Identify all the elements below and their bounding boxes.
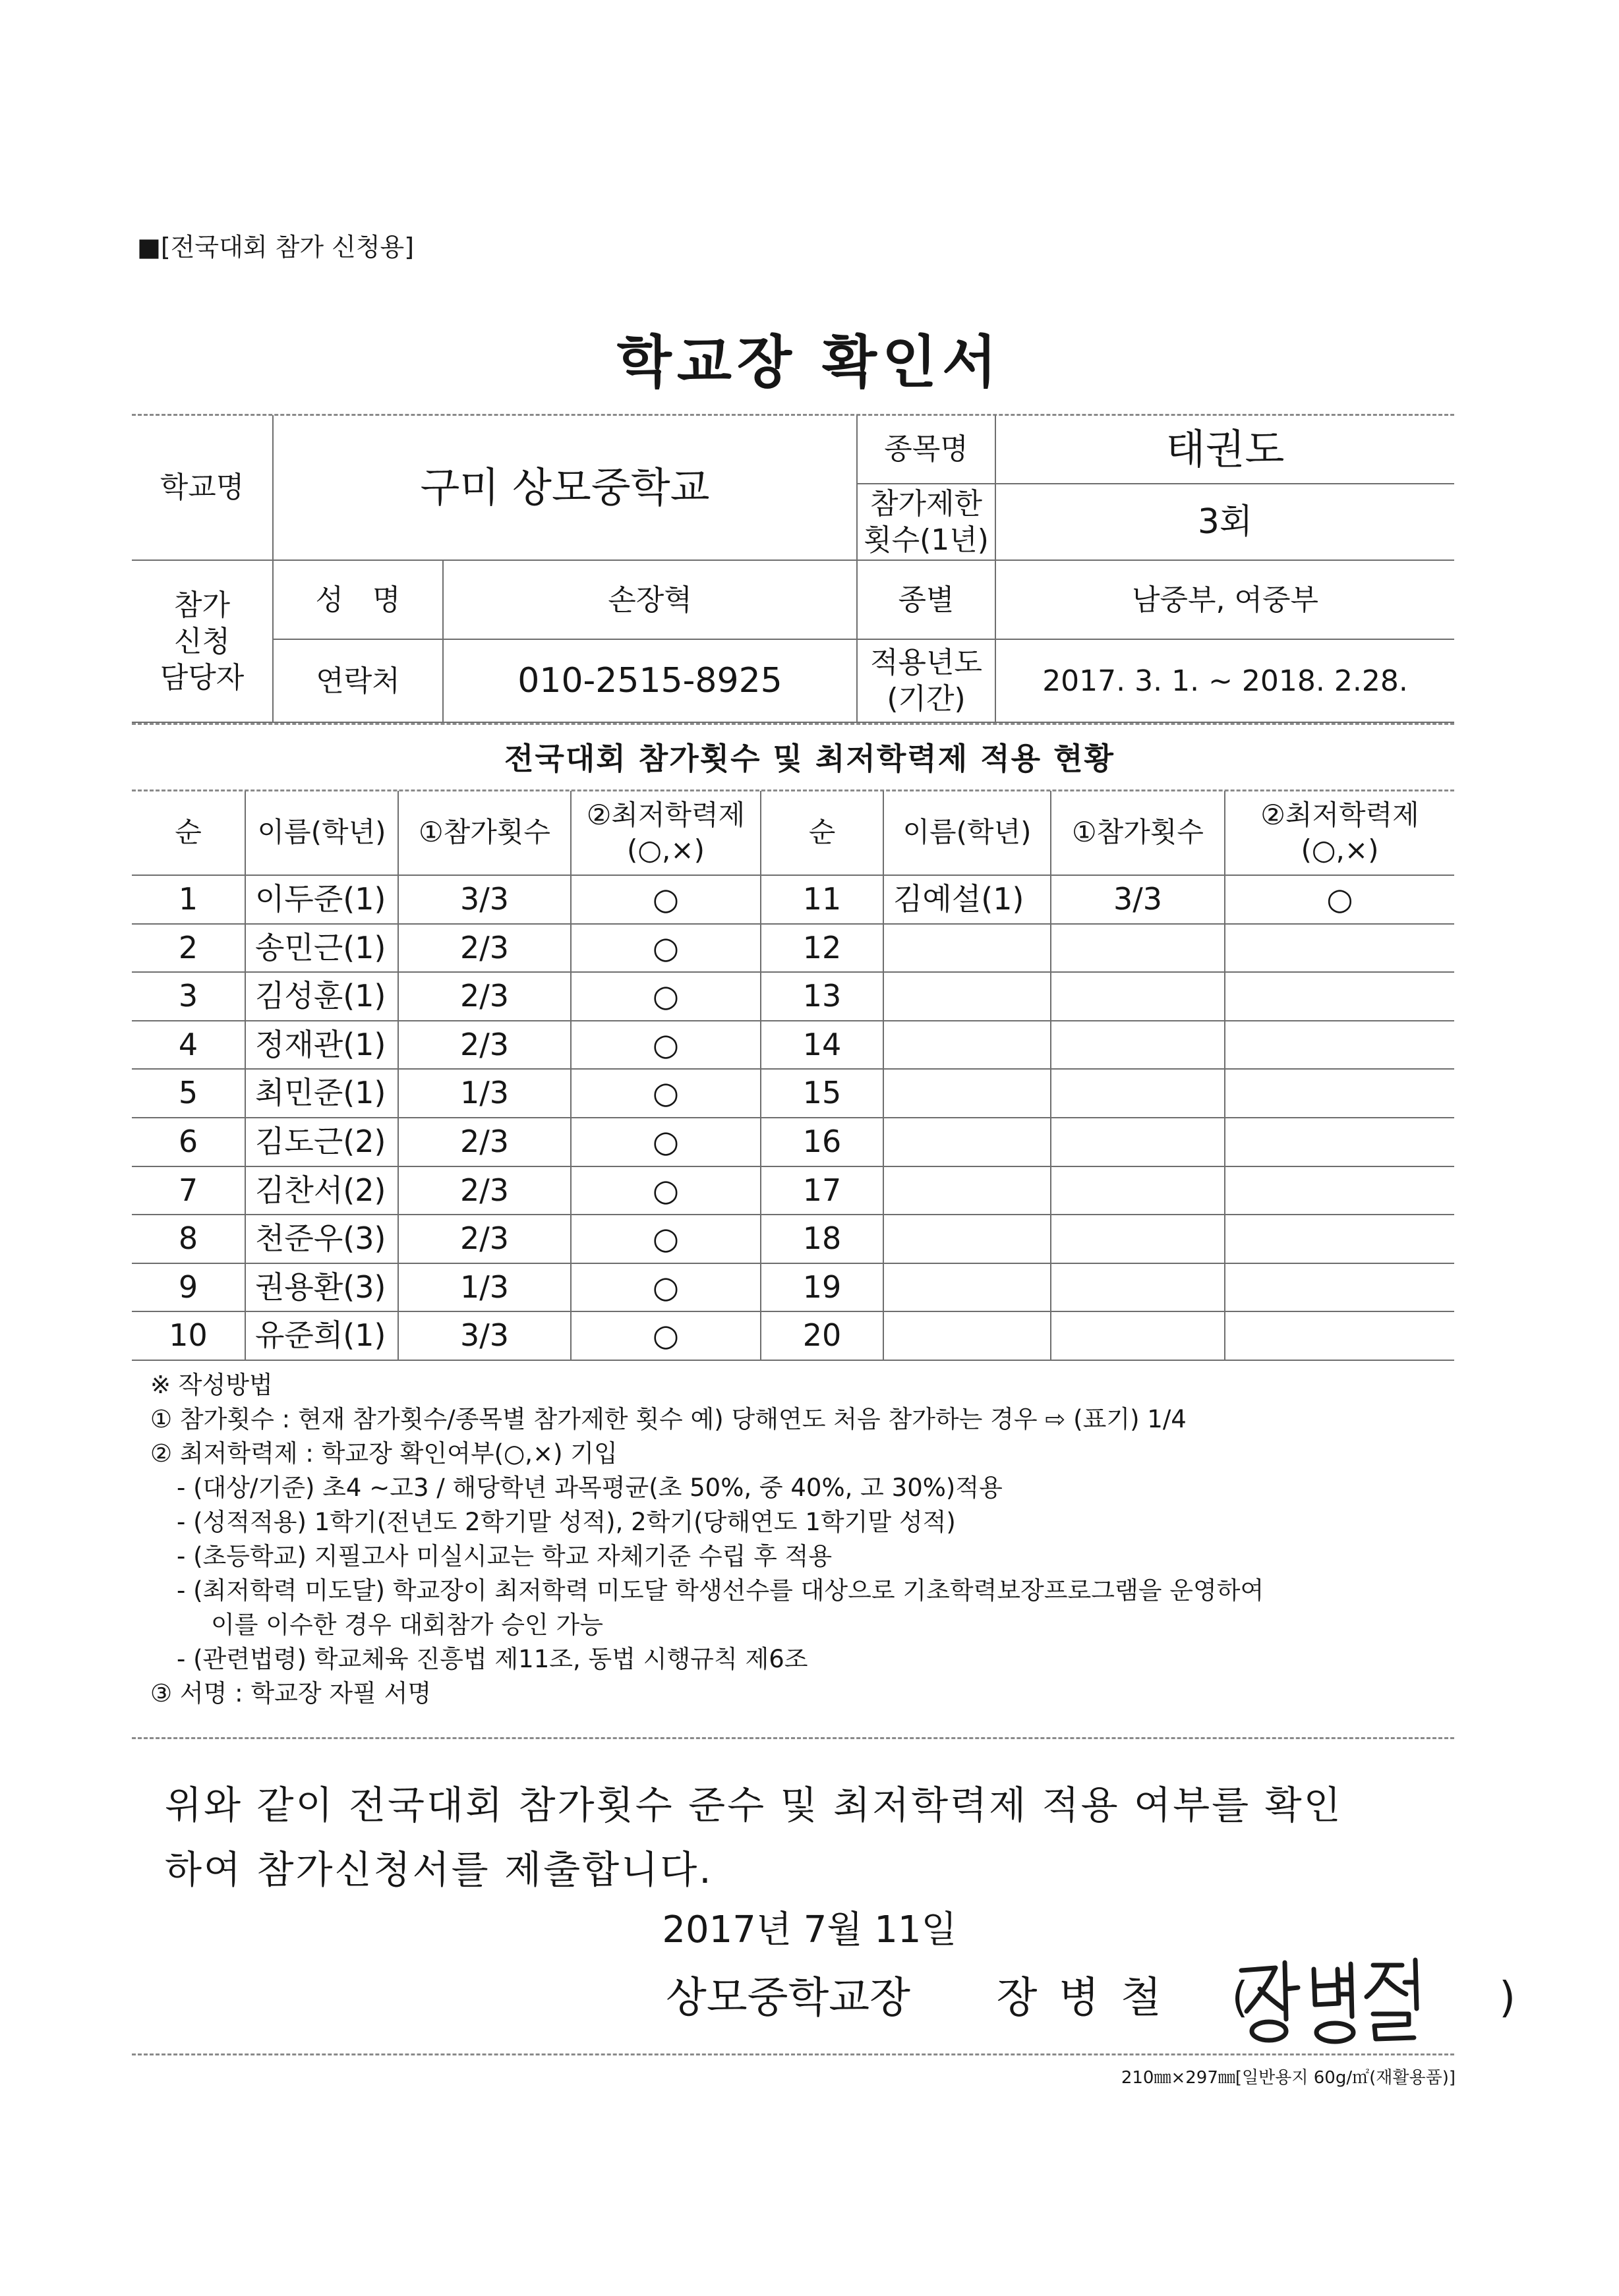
contact-group-label [132,560,273,722]
name-label: 성 명 [273,560,443,639]
roster-right-count [1051,1069,1225,1118]
roster-left-academic: ○ [571,1118,761,1166]
roster-left-no: 6 [132,1118,245,1166]
roster-left-name: 이두준(1) [245,875,398,924]
footer-rule [132,2053,1454,2055]
limit-value: 3회 [995,484,1454,560]
roster-left-name: 김도근(2) [245,1118,398,1166]
roster-left-count: 2/3 [398,1021,571,1070]
roster-right-no: 15 [761,1069,883,1118]
division-label: 종별 [857,560,995,639]
roster-right-name [883,1263,1051,1312]
period-value: 2017. 3. 1. ~ 2018. 2.28. [995,639,1454,722]
roster-right-name [883,1069,1051,1118]
roster-right-count [1051,1215,1225,1263]
table-row [132,1021,1454,1070]
school-value: 구미 상모중학교 [273,415,857,560]
roster-body [132,875,1454,1360]
roster-right-no: 20 [761,1311,883,1360]
roster-left-count: 2/3 [398,1118,571,1166]
contact-group-line1: 참가 [173,588,230,622]
roster-right-count [1051,1311,1225,1360]
roster-right-no: 16 [761,1118,883,1166]
header-info-table [132,415,1454,723]
instruction-item-1: ① 참가횟수 : 현재 참가횟수/종목별 참가제한 횟수 예) 당해연도 처음 참가하는 경우 ⇨ (표기) 1/4 [150,1405,1187,1433]
col-header-academic-line2: (○,×) [627,833,705,866]
col-header-academic-line2: (○,×) [1301,833,1379,866]
roster-right-academic [1225,1021,1454,1070]
col-header-academic-line1: ②최저학력제 [1260,799,1419,831]
roster-right-no: 18 [761,1215,883,1263]
instruction-item-3: ③ 서명 : 학교장 자필 서명 [150,1679,432,1708]
document-tag: ■[전국대회 참가 신청용] [137,233,415,262]
roster-right-academic [1225,972,1454,1021]
roster-right-academic [1225,1166,1454,1215]
roster-left-academic: ○ [571,1069,761,1118]
roster-left-name: 정재관(1) [245,1021,398,1070]
col-header-name-right: 이름(학년) [883,791,1051,875]
table-row [132,1069,1454,1118]
roster-left-no: 1 [132,875,245,924]
col-header-count-right: ①참가횟수 [1051,791,1225,875]
confirmation-line-1: 위와 같이 전국대회 참가횟수 준수 및 최저학력제 적용 여부를 확인 [165,1783,1343,1827]
instruction-sub-1: - (대상/기준) 초4 ~고3 / 해당학년 과목평균(초 50%, 중 40%, 고 30%)적용 [177,1474,1003,1502]
roster-left-no: 4 [132,1021,245,1070]
roster-left-academic: ○ [571,1021,761,1070]
roster-left-name: 유준희(1) [245,1311,398,1360]
instruction-sub-4: - (최저학력 미도달) 학교장이 최저학력 미도달 학생선수를 대상으로 기초학력보장프로그램을 운영하여 [177,1576,1264,1605]
table-row [132,1311,1454,1360]
col-header-academic-right [1225,791,1454,875]
roster-right-count [1051,1118,1225,1166]
handwritten-signature [1229,1951,1440,2050]
signature-close-paren: ) [1499,1974,1516,2023]
instruction-item-2: ② 최저학력제 : 학교장 확인여부(○,×) 기입 [150,1439,618,1468]
roster-left-name: 송민근(1) [245,924,398,973]
roster-left-count: 3/3 [398,1311,571,1360]
roster-right-academic [1225,924,1454,973]
signer-title: 상모중학교장 [666,1974,910,2023]
roster-right-name [883,1215,1051,1263]
roster-right-no: 17 [761,1166,883,1215]
period-label-line2: (기간) [887,682,966,716]
phone-label: 연락처 [273,639,443,722]
confirmation-line-2: 하여 참가신청서를 제출합니다. [165,1847,713,1892]
roster-left-count: 2/3 [398,1215,571,1263]
instructions [150,1368,1462,1711]
roster-left-name: 권용환(3) [245,1263,398,1312]
roster-right-academic [1225,1263,1454,1312]
roster-right-count [1051,924,1225,973]
limit-label [857,484,995,560]
roster-right-academic [1225,1311,1454,1360]
roster-right-name: 김예설(1) [883,875,1051,924]
roster-right-no: 11 [761,875,883,924]
document-title: 학교장 확인서 [616,330,1003,395]
roster-left-count: 2/3 [398,1166,571,1215]
roster-right-name [883,924,1051,973]
period-label [857,639,995,722]
roster-left-no: 5 [132,1069,245,1118]
roster-right-name [883,1166,1051,1215]
roster-left-count: 3/3 [398,875,571,924]
col-header-name-left: 이름(학년) [245,791,398,875]
roster-right-no: 12 [761,924,883,973]
roster-left-academic: ○ [571,924,761,973]
phone-value: 010-2515-8925 [443,639,857,722]
table-row [132,1118,1454,1166]
table-row [132,1263,1454,1312]
instruction-sub-3: - (초등학교) 지필고사 미실시교는 학교 자체기준 수립 후 적용 [177,1542,833,1570]
roster-right-count [1051,972,1225,1021]
roster-left-no: 8 [132,1215,245,1263]
instructions-title: ※ 작성방법 [150,1371,273,1399]
notes-bottom-rule [132,1737,1454,1739]
roster-right-academic: ○ [1225,875,1454,924]
col-header-academic-left [571,791,761,875]
roster-left-academic: ○ [571,1263,761,1312]
event-label: 종목명 [857,415,995,484]
roster-right-name [883,1118,1051,1166]
limit-label-line1: 참가제한 [870,487,983,521]
col-header-no-left: 순 [132,791,245,875]
name-value: 손장혁 [443,560,857,639]
roster-left-academic: ○ [571,875,761,924]
col-header-no-right: 순 [761,791,883,875]
table-row [132,924,1454,973]
contact-group-line3: 담당자 [160,660,245,695]
roster-left-count: 2/3 [398,972,571,1021]
col-header-academic-line1: ②최저학력제 [586,799,746,831]
confirmation-statement [165,1773,1424,1902]
table-row [132,972,1454,1021]
roster-left-count: 2/3 [398,924,571,973]
roster-left-name: 최민준(1) [245,1069,398,1118]
instruction-sub-5: - (관련법령) 학교체육 진흥법 제11조, 동법 시행규칙 제6조 [177,1645,808,1673]
period-label-line1: 적용년도 [870,646,983,679]
table-row [132,1215,1454,1263]
instruction-sub-2: - (성적적용) 1학기(전년도 2학기말 성적), 2학기(당해연도 1학기말 성적) [177,1508,956,1536]
roster-right-count [1051,1263,1225,1312]
roster-left-no: 7 [132,1166,245,1215]
table-row [132,1166,1454,1215]
roster-left-no: 3 [132,972,245,1021]
roster-right-academic [1225,1069,1454,1118]
roster-left-academic: ○ [571,1215,761,1263]
document-date: 2017년 7월 11일 [662,1909,957,1951]
roster-right-academic [1225,1215,1454,1263]
school-label: 학교명 [132,415,273,560]
roster-left-count: 1/3 [398,1069,571,1118]
section-rule [132,723,1454,725]
roster-left-no: 10 [132,1311,245,1360]
roster-left-name: 김찬서(2) [245,1166,398,1215]
event-value: 태권도 [995,415,1454,484]
roster-left-no: 9 [132,1263,245,1312]
roster-left-no: 2 [132,924,245,973]
roster-left-count: 1/3 [398,1263,571,1312]
roster-left-academic: ○ [571,1166,761,1215]
contact-group-line2: 신청 [173,624,230,658]
section-heading: 전국대회 참가횟수 및 최저학력제 적용 현황 [504,741,1115,776]
roster-right-count: 3/3 [1051,875,1225,924]
roster-table [132,791,1454,1361]
roster-right-name [883,972,1051,1021]
roster-right-no: 19 [761,1263,883,1312]
signature-open-paren: ( [1231,1974,1249,2023]
roster-left-name: 천준우(3) [245,1215,398,1263]
roster-right-count [1051,1166,1225,1215]
roster-left-academic: ○ [571,1311,761,1360]
roster-right-academic [1225,1118,1454,1166]
roster-right-no: 14 [761,1021,883,1070]
table-row [132,875,1454,924]
limit-label-line2: 횟수(1년) [864,523,989,557]
col-header-count-left: ①참가횟수 [398,791,571,875]
roster-right-no: 13 [761,972,883,1021]
instruction-sub-4-cont: 이를 이수한 경우 대회참가 승인 가능 [211,1611,603,1639]
paper-spec: 210㎜×297㎜[일반용지 60g/㎡(재활용품)] [1121,2068,1456,2088]
signer-name: 장 병 철 [996,1974,1165,2023]
roster-right-name [883,1311,1051,1360]
division-value: 남중부, 여중부 [995,560,1454,639]
roster-left-name: 김성훈(1) [245,972,398,1021]
roster-right-name [883,1021,1051,1070]
roster-right-count [1051,1021,1225,1070]
roster-left-academic: ○ [571,972,761,1021]
